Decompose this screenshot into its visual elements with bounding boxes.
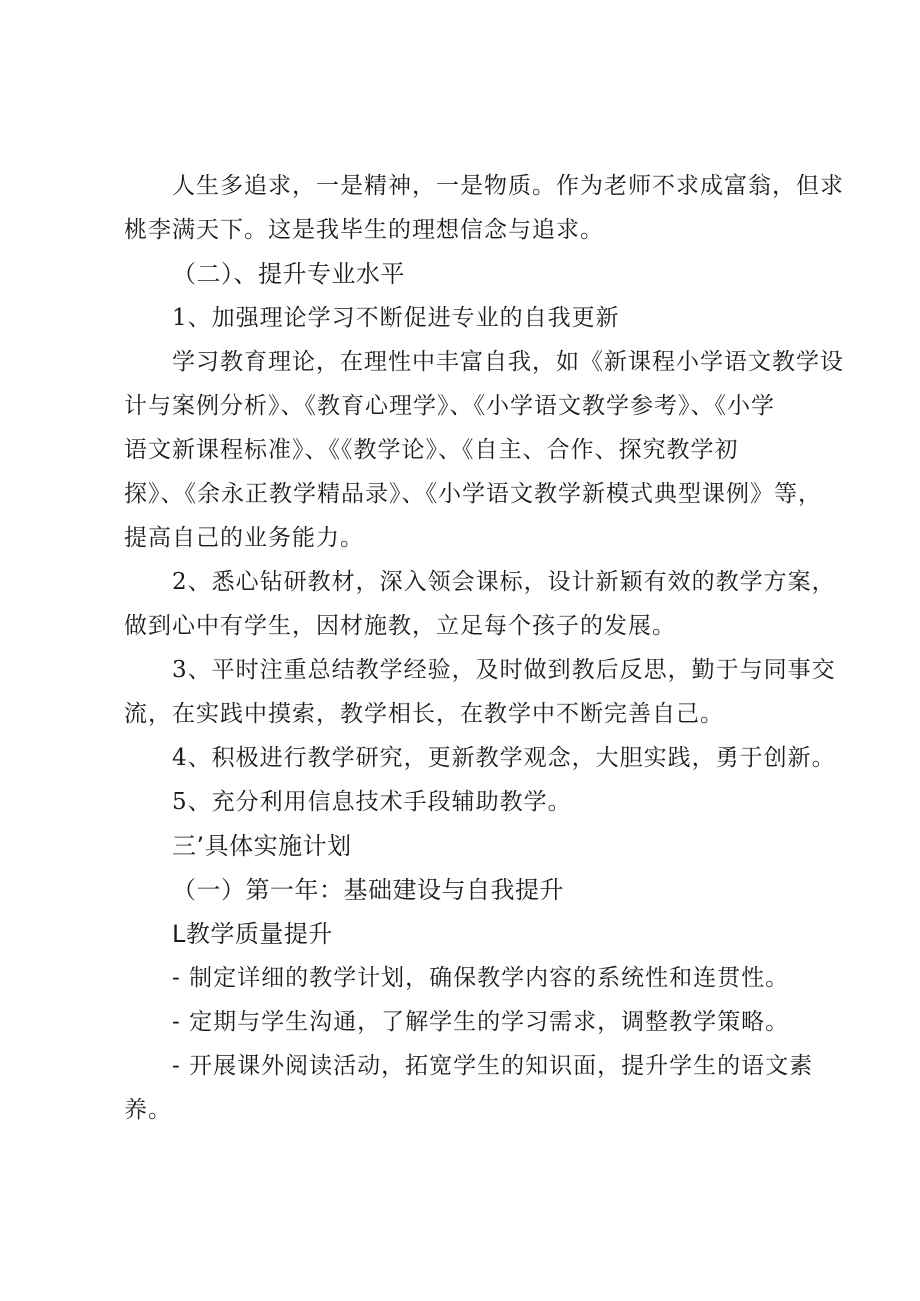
bullet-item: - 制定详细的教学计划，确保教学内容的系统性和连贯性。 bbox=[172, 965, 790, 991]
subsection-heading: （一）第一年：基础建设与自我提升 bbox=[172, 876, 564, 904]
list-item: 4、积极进行教学研究，更新教学观念，大胆实践，勇于创新。 bbox=[172, 745, 836, 771]
paragraph-line: 流，在实践中摸索，教学相长，在教学中不断完善自己。 bbox=[124, 701, 724, 727]
bullet-item: - 定期与学生沟通，了解学生的学习需求，调整教学策略。 bbox=[172, 1009, 790, 1035]
list-item: 1、加强理论学习不断促进专业的自我更新 bbox=[172, 305, 620, 331]
paragraph-line: 学习教育理论，在理性中丰富自我，如《新课程小学语文教学设 bbox=[172, 349, 844, 375]
paragraph-line: 探》、《余永正教学精品录》、《小学语文教学新模式典型课例》等， bbox=[124, 481, 822, 507]
paragraph-line: 人生多追求，一是精神，一是物质。作为老师不求成富翁，但求 bbox=[172, 173, 844, 199]
paragraph-line: 做到心中有学生，因材施教，立足每个孩子的发展。 bbox=[124, 613, 676, 639]
paragraph-line: 养。 bbox=[124, 1097, 172, 1123]
paragraph-line: 桃李满天下。这是我毕生的理想信念与追求。 bbox=[124, 217, 604, 243]
list-item: 3、平时注重总结教学经验，及时做到教后反思，勤于与同事交 bbox=[172, 657, 836, 683]
bullet-item: - 开展课外阅读活动，拓宽学生的知识面，提升学生的语文素 bbox=[172, 1053, 814, 1079]
subsection-heading: L教学质量提升 bbox=[172, 920, 333, 948]
paragraph-line: 提高自己的业务能力。 bbox=[124, 525, 364, 551]
list-item: 2、悉心钻研教材，深入领会课标，设计新颖有效的教学方案， bbox=[172, 569, 836, 595]
section-heading: 三’具体实施计划 bbox=[172, 832, 352, 860]
paragraph-line: 计与案例分析》、《教育心理学》、《小学语文教学参考》、《小学 bbox=[124, 393, 775, 419]
section-heading: （二）、提升专业水平 bbox=[172, 260, 405, 288]
list-item: 5、充分利用信息技术手段辅助教学。 bbox=[172, 789, 572, 815]
paragraph-line: 语文新课程标准》、《《教学论》、《自主、合作、探究教学初 bbox=[124, 437, 739, 463]
